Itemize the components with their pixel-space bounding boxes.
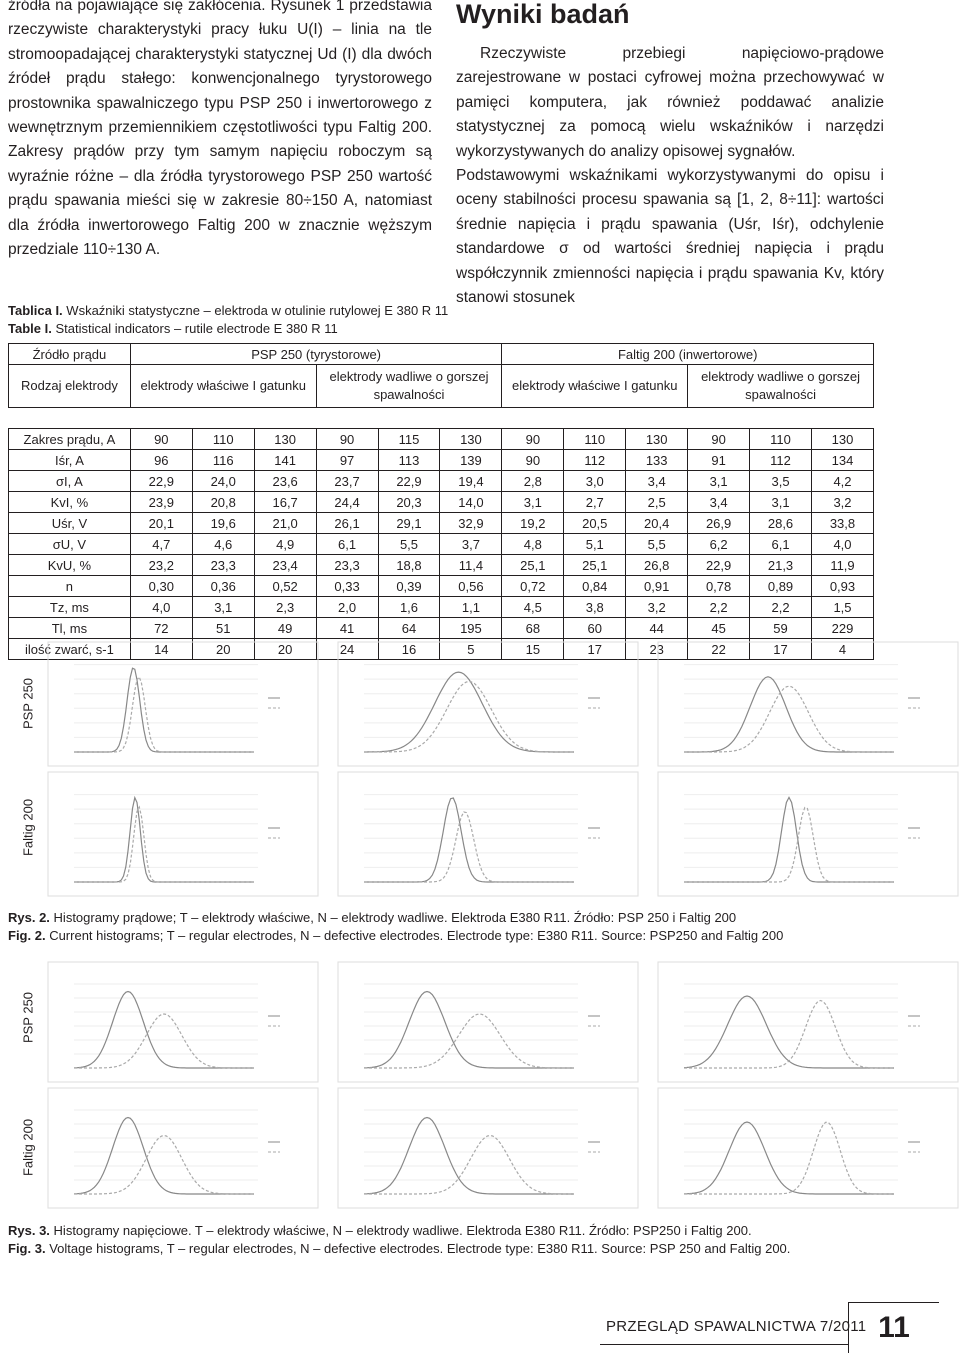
right-paragraph-2: Podstawowymi wskaźnikami wykorzystywanymi do opisu i oceny stabilności procesu spawania są [1, 2, 8÷11]: wartości średnie napięcia i prądu spawania (Uśr, Iśr), odchylenie standardowe σ od wartości średniej napięcia i prądu współczynnik zmienności napięcia i prądu spawania Kv, który stanowi stosunek bbox=[456, 167, 884, 307]
table-cell: 4,8 bbox=[502, 534, 564, 555]
table-cell: 4,7 bbox=[130, 534, 192, 555]
table-cell: 26,8 bbox=[626, 555, 688, 576]
page-number: 11 bbox=[848, 1302, 939, 1353]
table-cell: 116 bbox=[192, 450, 254, 471]
table-caption-en-text: Statistical indicators – rutile electrode E 380 R 11 bbox=[55, 321, 338, 336]
table-cell: 229 bbox=[811, 618, 873, 639]
fig3-caption: Rys. 3. Histogramy napięciowe. T – elektrody właściwe, N – elektrody wadliwe. Elektroda E380 R11. Źródło: PSP250 i Faltig 200. Fig. 3. Voltage histograms, T – regular electrodes, N – defective electrodes. Electrode type: E380 R11. Source: PSP 250 and Faltig 200. bbox=[8, 1223, 791, 1256]
table-cell: 90 bbox=[502, 450, 564, 471]
table-cell: 24 bbox=[316, 639, 378, 660]
table-cell: 1,1 bbox=[440, 597, 502, 618]
table-cell: 23,2 bbox=[130, 555, 192, 576]
table-cell: 22,9 bbox=[378, 471, 440, 492]
table-cell: 112 bbox=[750, 450, 812, 471]
table-cell: 97 bbox=[316, 450, 378, 471]
table-cell: 24,4 bbox=[316, 492, 378, 513]
table-cell: 3,2 bbox=[811, 492, 873, 513]
table-cell: 0,39 bbox=[378, 576, 440, 597]
table-cell: 6,1 bbox=[750, 534, 812, 555]
header-good-psp: elektrody właściwe I gatunku bbox=[130, 365, 316, 408]
table-cell: 22,9 bbox=[688, 555, 750, 576]
fig3-histograms bbox=[28, 960, 960, 1210]
table-cell: 2,2 bbox=[750, 597, 812, 618]
histogram-panel bbox=[48, 1088, 318, 1208]
table-cell: 4,0 bbox=[811, 534, 873, 555]
table-cell: 19,2 bbox=[502, 513, 564, 534]
table-cell: 2,7 bbox=[564, 492, 626, 513]
table-cell: 90 bbox=[688, 429, 750, 450]
header-good-faltig: elektrody właściwe I gatunku bbox=[502, 365, 688, 408]
table-cell: 25,1 bbox=[502, 555, 564, 576]
histogram-panel bbox=[658, 1088, 958, 1208]
table-cell: 2,0 bbox=[316, 597, 378, 618]
table-cell: 11,4 bbox=[440, 555, 502, 576]
table-cell: 110 bbox=[750, 429, 812, 450]
journal-name: PRZEGLĄD SPAWALNICTWA 7/2011 bbox=[606, 1318, 867, 1335]
table-cell: 28,6 bbox=[750, 513, 812, 534]
table-cell: 115 bbox=[378, 429, 440, 450]
table-cell: 19,4 bbox=[440, 471, 502, 492]
table-cell: 59 bbox=[750, 618, 812, 639]
fig2-caption: Rys. 2. Histogramy prądowe; T – elektrody właściwe, N – elektrody wadliwe. Elektroda E380 R11. Źródło: PSP 250 i Faltig 200 Fig. 2. Current histograms; T – regular electrodes, N – defective electrodes. Electrode type: E380 R11. Source: PSP250 and Faltig 200 bbox=[8, 910, 784, 943]
footer-rule bbox=[600, 1344, 848, 1345]
fig2-histograms bbox=[28, 640, 960, 898]
row-label: Zakres prądu, A bbox=[9, 429, 131, 450]
table-cell: 3,7 bbox=[440, 534, 502, 555]
table-cell: 26,9 bbox=[688, 513, 750, 534]
table-row bbox=[9, 576, 874, 597]
table-cell: 4,2 bbox=[811, 471, 873, 492]
table-cell: 96 bbox=[130, 450, 192, 471]
table-cell: 130 bbox=[811, 429, 873, 450]
table-cell: 91 bbox=[688, 450, 750, 471]
header-source: Źródło prądu bbox=[9, 344, 131, 365]
table-cell: 5,5 bbox=[626, 534, 688, 555]
table-cell: 20,1 bbox=[130, 513, 192, 534]
table-cell: 3,8 bbox=[564, 597, 626, 618]
table-cell: 23,3 bbox=[192, 555, 254, 576]
section-title: Wyniki badań bbox=[456, 0, 630, 29]
table-cell: 141 bbox=[254, 450, 316, 471]
table-caption-pl-label: Tablica I. bbox=[8, 303, 63, 318]
row-label: σI, A bbox=[9, 471, 131, 492]
table-cell: 20 bbox=[192, 639, 254, 660]
table-cell: 130 bbox=[440, 429, 502, 450]
table-cell: 20,5 bbox=[564, 513, 626, 534]
table-cell: 3,5 bbox=[750, 471, 812, 492]
table-cell: 2,5 bbox=[626, 492, 688, 513]
histogram-panel bbox=[338, 642, 638, 766]
table-cell: 44 bbox=[626, 618, 688, 639]
row-label: KvU, % bbox=[9, 555, 131, 576]
table-cell: 17 bbox=[750, 639, 812, 660]
fig3-caption-pl: Histogramy napięciowe. T – elektrody właściwe, N – elektrody wadliwe. Elektroda E380 R11. Źródło: PSP250 i Faltig 200. bbox=[53, 1223, 752, 1238]
table-cell: 23,9 bbox=[130, 492, 192, 513]
table-cell: 0,91 bbox=[626, 576, 688, 597]
table-cell: 68 bbox=[502, 618, 564, 639]
table-cell: 14,0 bbox=[440, 492, 502, 513]
table-body bbox=[9, 429, 874, 660]
table-cell: 23,4 bbox=[254, 555, 316, 576]
header-psp: PSP 250 (tyrystorowe) bbox=[130, 344, 502, 365]
table-cell: 23,6 bbox=[254, 471, 316, 492]
table-cell: 134 bbox=[811, 450, 873, 471]
table-cell: 23 bbox=[626, 639, 688, 660]
table-row bbox=[9, 450, 874, 471]
table-cell: 90 bbox=[316, 429, 378, 450]
header-type: Rodzaj elektrody bbox=[9, 365, 131, 408]
table-cell: 6,2 bbox=[688, 534, 750, 555]
table-cell: 20,8 bbox=[192, 492, 254, 513]
histogram-panel bbox=[48, 642, 318, 766]
table-cell: 0,89 bbox=[750, 576, 812, 597]
table-cell: 130 bbox=[254, 429, 316, 450]
table-cell: 4,9 bbox=[254, 534, 316, 555]
table-cell: 113 bbox=[378, 450, 440, 471]
row-label: KvI, % bbox=[9, 492, 131, 513]
histogram-panel bbox=[658, 962, 958, 1082]
header-bad-faltig: elektrody wadliwe o gorszej spawalności bbox=[688, 365, 874, 408]
fig2-caption-en: Current histograms; T – regular electrodes, N – defective electrodes. Electrode type: E380 R11. Source: PSP250 and Faltig 200 bbox=[49, 928, 784, 943]
table-cell: 4,6 bbox=[192, 534, 254, 555]
table-cell: 90 bbox=[502, 429, 564, 450]
row-label: Tz, ms bbox=[9, 597, 131, 618]
table-cell: 2,8 bbox=[502, 471, 564, 492]
table-cell: 2,2 bbox=[688, 597, 750, 618]
table-cell: 3,1 bbox=[192, 597, 254, 618]
fig2-row-label-faltig: Faltig 200 bbox=[20, 798, 36, 857]
table-row bbox=[9, 618, 874, 639]
table-cell: 110 bbox=[192, 429, 254, 450]
table-cell: 3,4 bbox=[688, 492, 750, 513]
table-cell: 3,2 bbox=[626, 597, 688, 618]
table-cell: 5,1 bbox=[564, 534, 626, 555]
table-cell: 0,84 bbox=[564, 576, 626, 597]
table-cell: 3,4 bbox=[626, 471, 688, 492]
table-cell: 0,36 bbox=[192, 576, 254, 597]
fig2-row-label-psp: PSP 250 bbox=[20, 677, 36, 730]
row-label: Uśr, V bbox=[9, 513, 131, 534]
fig3-row-label-faltig: Faltig 200 bbox=[20, 1118, 36, 1177]
table-cell: 11,9 bbox=[811, 555, 873, 576]
table-row bbox=[9, 429, 874, 450]
table-cell: 64 bbox=[378, 618, 440, 639]
row-label: n bbox=[9, 576, 131, 597]
table-cell: 3,1 bbox=[502, 492, 564, 513]
table-row bbox=[9, 471, 874, 492]
table-cell: 3,1 bbox=[688, 471, 750, 492]
header-faltig: Faltig 200 (inwertorowe) bbox=[502, 344, 874, 365]
table-cell: 19,6 bbox=[192, 513, 254, 534]
table-cell: 45 bbox=[688, 618, 750, 639]
left-paragraph: źródła na pojawiające się zakłócenia. Rysunek 1 przedstawia rzeczywiste charakterystyki pracy łuku U(I) – linia na tle stromoopadającej charakterystyki statycznej Ud (I) dla dwóch źródeł prądu stałego: konwencjonalnego tyrystorowego prostownika spawalniczego typu PSP 250 i inwertorowego z wewnętrznym przemiennikiem częstotliwości typu Faltig 200. Zakresy prądów przy tym samym napięciu roboczym są wyraźnie różne – dla źródła tyrystorowego PSP 250 wartość prądu spawania mieści się w zakresie 80÷150 A, natomiast dla źródła inwertorowego Faltig 200 w znacznie węższym przedziale 110÷130 A. bbox=[8, 0, 432, 259]
figure-3 bbox=[8, 960, 960, 1210]
right-column bbox=[456, 0, 884, 310]
table-cell: 133 bbox=[626, 450, 688, 471]
table-cell: 16,7 bbox=[254, 492, 316, 513]
table-cell: 4,0 bbox=[130, 597, 192, 618]
table-cell: 49 bbox=[254, 618, 316, 639]
table-cell: 130 bbox=[626, 429, 688, 450]
row-label: Tl, ms bbox=[9, 618, 131, 639]
histogram-panel bbox=[48, 962, 318, 1082]
table-caption-en-label: Table I. bbox=[8, 321, 52, 336]
table-cell: 0,33 bbox=[316, 576, 378, 597]
table-row bbox=[9, 597, 874, 618]
table-cell: 72 bbox=[130, 618, 192, 639]
table-row bbox=[9, 534, 874, 555]
table-cell: 22,9 bbox=[130, 471, 192, 492]
table-cell: 3,0 bbox=[564, 471, 626, 492]
table-cell: 20,4 bbox=[626, 513, 688, 534]
histogram-panel bbox=[658, 642, 958, 766]
table-cell: 0,93 bbox=[811, 576, 873, 597]
table-caption-pl-text: Wskaźniki statystyczne – elektroda w otulinie rutylowej E 380 R 11 bbox=[66, 303, 449, 318]
table-cell: 51 bbox=[192, 618, 254, 639]
table-cell: 4,5 bbox=[502, 597, 564, 618]
table-cell: 0,72 bbox=[502, 576, 564, 597]
fig3-caption-en: Voltage histograms, T – regular electrodes, N – defective electrodes. Electrode type: E380 R11. Source: PSP 250 and Faltig 200. bbox=[49, 1241, 791, 1256]
histogram-panel bbox=[658, 772, 958, 896]
table-cell: 17 bbox=[564, 639, 626, 660]
table-cell: 6,1 bbox=[316, 534, 378, 555]
left-column bbox=[8, 0, 432, 262]
figure-2 bbox=[8, 640, 960, 898]
table-cell: 21,3 bbox=[750, 555, 812, 576]
table-cell: 60 bbox=[564, 618, 626, 639]
table-cell: 112 bbox=[564, 450, 626, 471]
fig3-row-label-psp: PSP 250 bbox=[20, 991, 36, 1044]
header-bad-psp: elektrody wadliwe o gorszej spawalności bbox=[316, 365, 502, 408]
table-cell: 4 bbox=[811, 639, 873, 660]
table-cell: 1,5 bbox=[811, 597, 873, 618]
table-cell: 0,30 bbox=[130, 576, 192, 597]
table-row bbox=[9, 513, 874, 534]
table-caption bbox=[8, 302, 448, 338]
table-cell: 23,3 bbox=[316, 555, 378, 576]
right-paragraph-1: Rzeczywiste przebiegi napięciowo-prądowe zarejestrowane w postaci cyfrowej można przechowywać w pamięci komputera, jak również poddawać analizie statystycznej za pomocą wielu wskaźników i narzędzi wykorzystywanych do analizy opisowej sygnałów. bbox=[456, 45, 884, 160]
table-cell: 5 bbox=[440, 639, 502, 660]
table-cell: 20 bbox=[254, 639, 316, 660]
table-cell: 15 bbox=[502, 639, 564, 660]
table-cell: 24,0 bbox=[192, 471, 254, 492]
histogram-panel bbox=[48, 772, 318, 896]
table-cell: 25,1 bbox=[564, 555, 626, 576]
table-cell: 20,3 bbox=[378, 492, 440, 513]
table-cell: 23,7 bbox=[316, 471, 378, 492]
table-cell: 0,78 bbox=[688, 576, 750, 597]
table-cell: 195 bbox=[440, 618, 502, 639]
histogram-panel bbox=[338, 1088, 638, 1208]
histogram-panel bbox=[338, 772, 638, 896]
row-label: σU, V bbox=[9, 534, 131, 555]
table-cell: 110 bbox=[564, 429, 626, 450]
table-cell: 0,56 bbox=[440, 576, 502, 597]
table-cell: 41 bbox=[316, 618, 378, 639]
stats-table bbox=[8, 343, 874, 660]
table-cell: 33,8 bbox=[811, 513, 873, 534]
table-cell: 139 bbox=[440, 450, 502, 471]
table-cell: 1,6 bbox=[378, 597, 440, 618]
table-cell: 22 bbox=[688, 639, 750, 660]
table-cell: 26,1 bbox=[316, 513, 378, 534]
table-cell: 21,0 bbox=[254, 513, 316, 534]
table-cell: 90 bbox=[130, 429, 192, 450]
table-cell: 29,1 bbox=[378, 513, 440, 534]
table-cell: 18,8 bbox=[378, 555, 440, 576]
table-cell: 14 bbox=[130, 639, 192, 660]
table-cell: 0,52 bbox=[254, 576, 316, 597]
table-cell: 32,9 bbox=[440, 513, 502, 534]
row-label: ilość zwarć, s-1 bbox=[9, 639, 131, 660]
fig2-caption-pl: Histogramy prądowe; T – elektrody właściwe, N – elektrody wadliwe. Elektroda E380 R11. Źródło: PSP 250 i Faltig 200 bbox=[53, 910, 737, 925]
table-cell: 16 bbox=[378, 639, 440, 660]
table-row bbox=[9, 492, 874, 513]
table-cell: 5,5 bbox=[378, 534, 440, 555]
table-cell: 3,1 bbox=[750, 492, 812, 513]
table-row bbox=[9, 555, 874, 576]
histogram-panel bbox=[338, 962, 638, 1082]
table-cell: 2,3 bbox=[254, 597, 316, 618]
row-label: Iśr, A bbox=[9, 450, 131, 471]
